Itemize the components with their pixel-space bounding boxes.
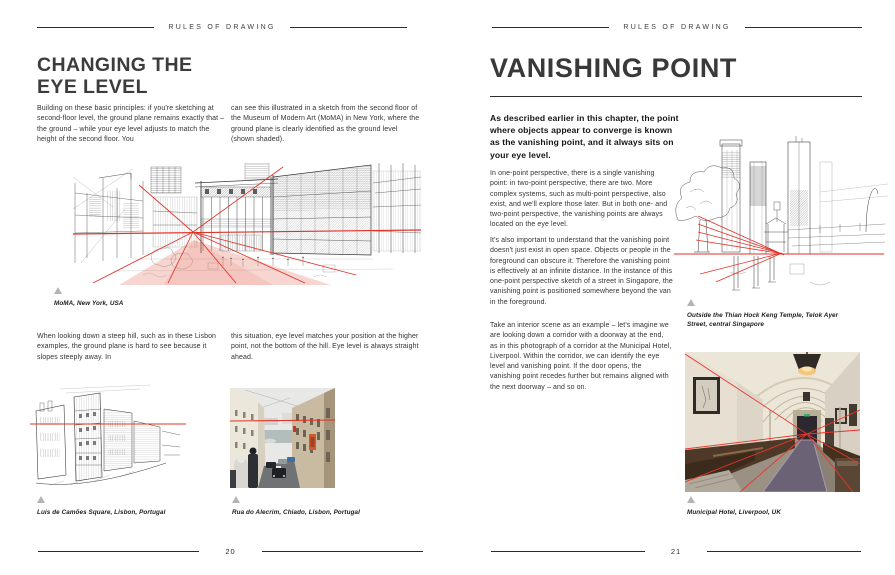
- ink-linework: [676, 136, 888, 290]
- figure-caption-singapore: Outside the Thian Hock Keng Temple, Telok Ayer Street, central Singapore: [687, 312, 839, 329]
- caption-marker-icon: [687, 299, 695, 306]
- caption-marker-icon: [232, 496, 240, 503]
- moma-sketch-illustration: [73, 163, 421, 285]
- body-paragraph: can see this illustrated in a sketch from the second floor of the Museum of Modern Art (MoMA) in New York, where the ground plane is clearly identified as the ground level (shown shaded).: [231, 105, 420, 143]
- page-title-right: VANISHING POINT: [490, 53, 738, 83]
- body-paragraph: In one-point perspective, there is a single vanishing point: in two-point perspective, there are two. More complex systems, such as multi-point perspective, also exist, and we'll explore those later. But in both one- and two-point perspective, the vanishing points are always located on the eye level.: [490, 170, 668, 229]
- caption-marker-icon: [54, 287, 62, 294]
- alecrim-street-photo: [230, 388, 335, 488]
- page-footer-right: [491, 546, 861, 556]
- footer-rule-right: [707, 551, 861, 552]
- footer-rule-right: [262, 551, 423, 552]
- page-title-line2: EYE LEVEL: [37, 76, 148, 99]
- running-head-rule-left: [492, 27, 609, 28]
- body-paragraph: this situation, eye level matches your position at the higher point, not the bottom of the hill. Eye level is always straight ahead.: [231, 333, 419, 361]
- running-head-right: [492, 22, 862, 32]
- page-number: 21: [670, 546, 682, 556]
- title-rule: [490, 96, 862, 97]
- running-head-title: RULES OF DRAWING: [168, 23, 276, 31]
- footer-rule-left: [38, 551, 199, 552]
- page-left: [0, 0, 447, 575]
- running-head-rule-right: [745, 27, 862, 28]
- page-right: [447, 0, 895, 575]
- figure-caption-liverpool: Municipal Hotel, Liverpool, UK: [687, 509, 781, 516]
- intro-paragraph: As described earlier in this chapter, the point where objects appear to converge is known as the vanishing point, and it always sits on your eye level.: [490, 113, 679, 160]
- running-head-rule-right: [290, 27, 407, 28]
- page-title-left: [37, 54, 192, 98]
- singapore-sketch-illustration: [670, 132, 888, 296]
- running-head-rule-left: [37, 27, 154, 28]
- ink-linework: [36, 385, 180, 485]
- caption-marker-icon: [687, 496, 695, 503]
- figure-caption-moma: MoMA, New York, USA: [54, 300, 124, 307]
- body-paragraph: It's also important to understand that the vanishing point doesn't just exist in open space. Objects or people in the foreground can obscure it. Therefore the vanishing point is effectively at an infinite distance. In the instance of this one-point perspective sketch of a street in Singapore, the vanishing point is positioned somewhere beyond the van in the foreground.: [490, 237, 673, 306]
- page-number: 20: [225, 546, 236, 556]
- running-head-title: RULES OF DRAWING: [623, 23, 731, 31]
- figure-caption-camoes: Luís de Camões Square, Lisbon, Portugal: [37, 509, 166, 516]
- figure-caption-alecrim: Rua do Alecrim, Chiado, Lisbon, Portugal: [232, 509, 360, 516]
- body-paragraph: Building on these basic principles: if you're sketching at second-floor level, the ground plane remains exactly that – the ground – while your eye level adjusts to match the height of the second floor. You: [37, 105, 225, 143]
- liverpool-corridor-photo: [685, 352, 860, 492]
- caption-marker-icon: [37, 496, 45, 503]
- body-paragraph: When looking down a steep hill, such as in these Lisbon examples, the ground plane is hard to see because it slopes steeply away. In: [37, 333, 217, 361]
- page-title-line1: CHANGING THE: [37, 54, 193, 76]
- lisbon-sketch-illustration: [30, 381, 186, 493]
- page-footer-left: [38, 546, 423, 556]
- body-paragraph: Take an interior scene as an example – let's imagine we are looking down a corridor with a doorway at the end, as in this photograph of a corridor at the Municipal Hotel, Liverpool. Within the corridor, we can identify the eye level and vanishing point. If the door opens, the vanishing point recedes further but remains aligned with the next doorway – and so on.: [490, 322, 672, 391]
- footer-rule-left: [491, 551, 645, 552]
- running-head-left: [37, 22, 407, 32]
